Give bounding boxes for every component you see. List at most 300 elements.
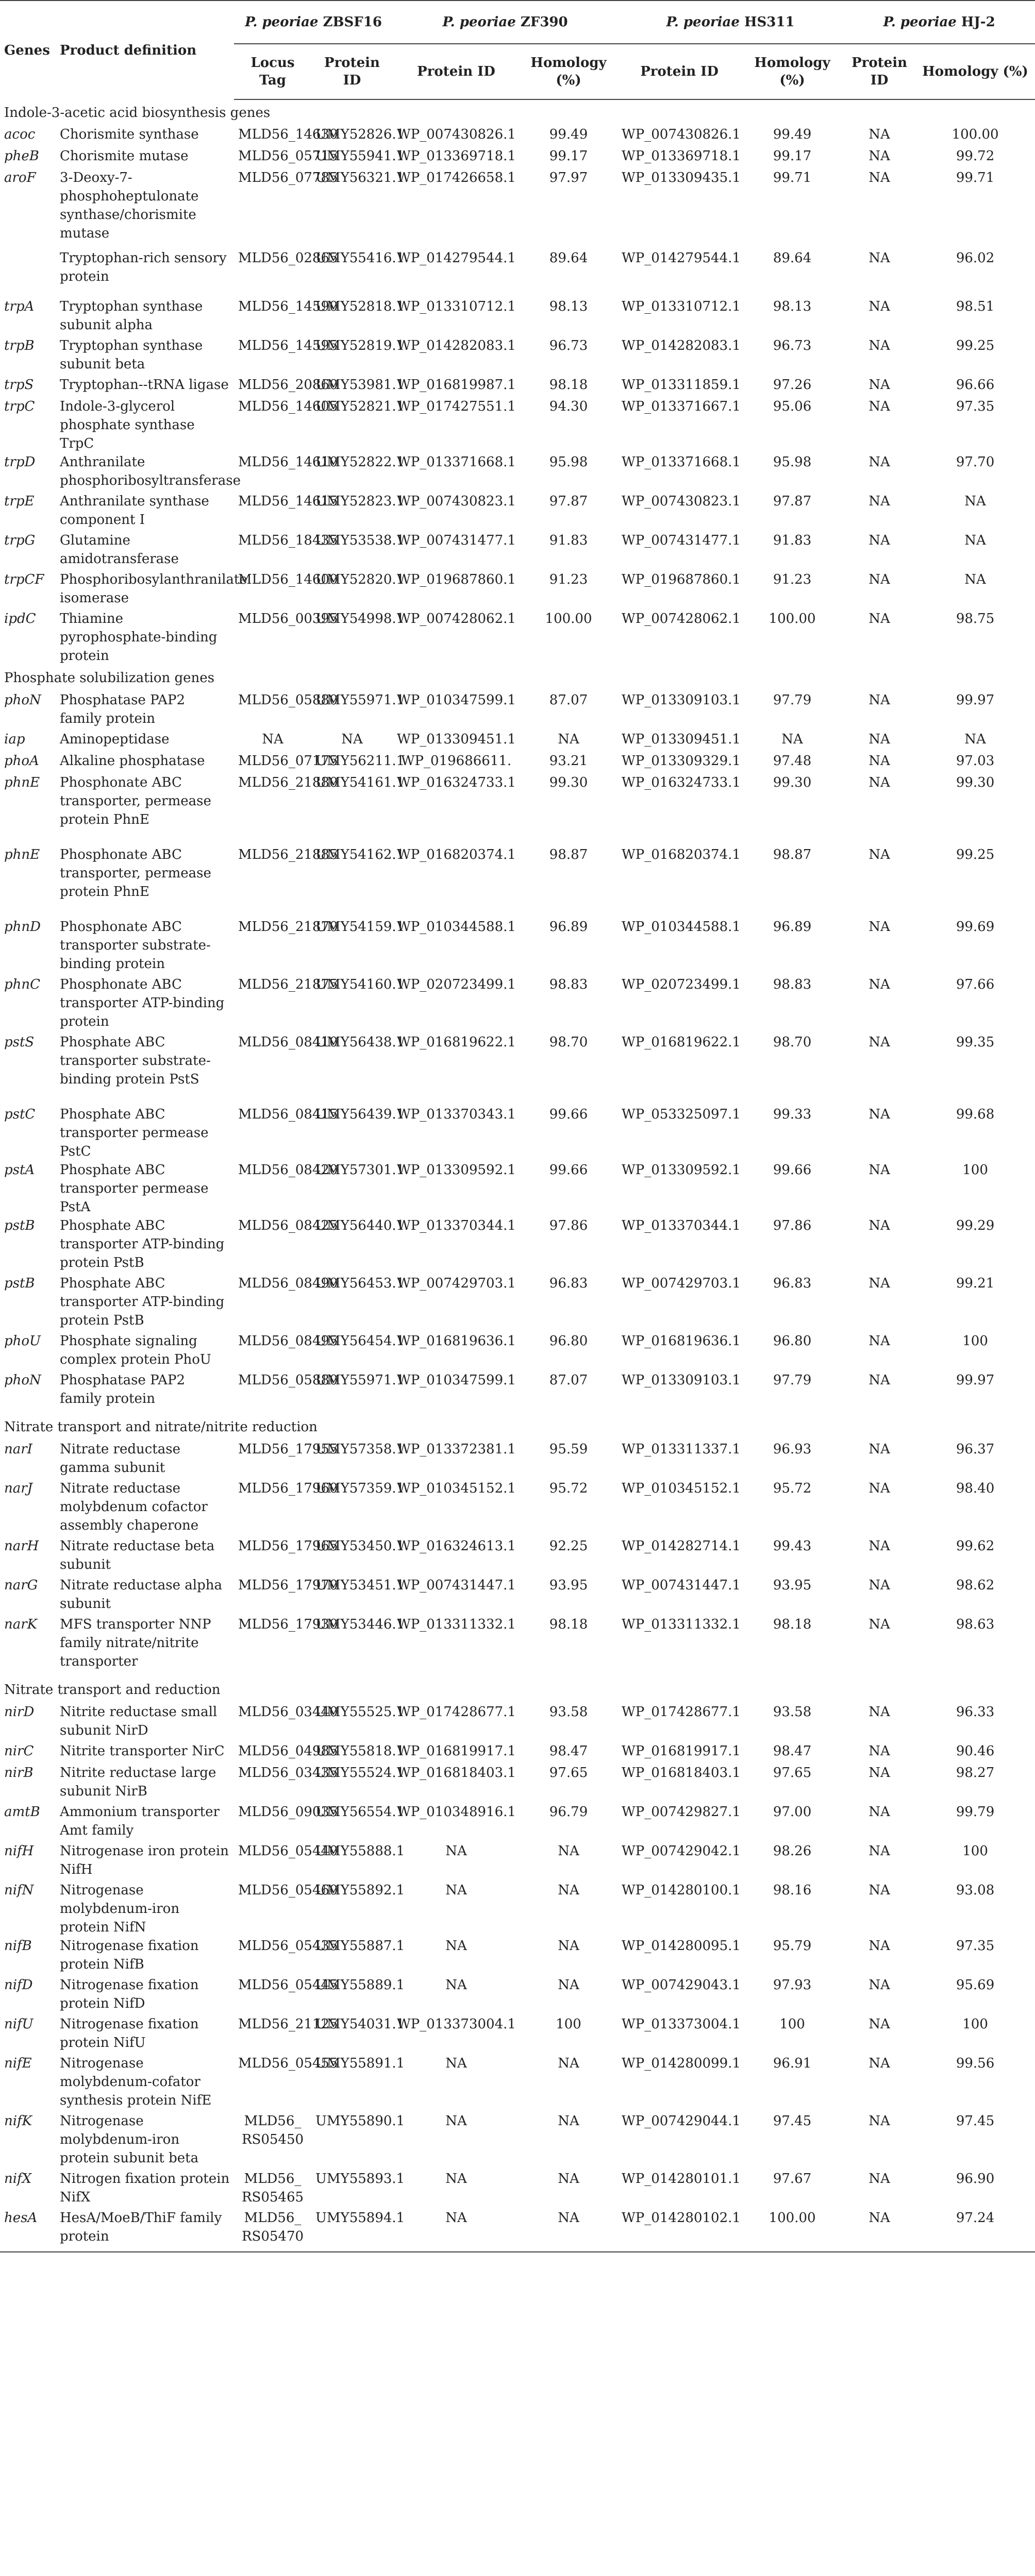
header-strain-zf390: P. peoriae ZF390 bbox=[393, 1, 617, 44]
value-cell: 97.26 bbox=[773, 377, 812, 393]
value-cell: WP_007429043.1 bbox=[622, 1977, 741, 1993]
value-cell: NA bbox=[964, 732, 986, 747]
value-cell: NA bbox=[558, 1977, 579, 1993]
value-cell: 98.51 bbox=[956, 299, 995, 314]
value-cell: MLD56_20860 bbox=[238, 377, 338, 393]
product-cell: Nitrogenase molybdenum-iron protein subunit beta bbox=[60, 2113, 199, 2166]
value-cell: NA bbox=[869, 1372, 890, 1388]
value-cell: NA bbox=[558, 1843, 579, 1859]
value-cell: WP_014282083.1 bbox=[397, 338, 516, 353]
value-cell: UMY53981.1 bbox=[315, 377, 405, 393]
value-cell: WP_053325097.1 bbox=[622, 1107, 741, 1122]
gene-cell: ipdC bbox=[4, 611, 36, 626]
value-cell: 98.47 bbox=[773, 1743, 812, 1759]
value-cell: WP_007428062.1 bbox=[622, 611, 741, 626]
value-cell: 96.89 bbox=[549, 919, 588, 935]
value-cell: MLD56_05880 bbox=[238, 692, 338, 708]
table-row bbox=[0, 125, 1035, 147]
value-cell: MLD56_05445 bbox=[238, 1977, 338, 1993]
value-cell: WP_010344588.1 bbox=[397, 919, 516, 935]
value-cell: MLD56_02865 bbox=[238, 250, 338, 266]
value-cell: 98.16 bbox=[773, 1883, 812, 1898]
header-strain-hs311: P. peoriae HS311 bbox=[617, 1, 843, 44]
product-cell: Nitrogenase iron protein NifH bbox=[60, 1843, 229, 1877]
value-cell: MLD56_05435 bbox=[238, 1938, 338, 1954]
value-cell: WP_016819917.1 bbox=[622, 1743, 741, 1759]
product-cell: Phosphate ABC transporter permease PstA bbox=[60, 1162, 209, 1215]
value-cell: UMY55888.1 bbox=[315, 1843, 405, 1859]
value-cell: 99.30 bbox=[956, 775, 995, 790]
value-cell: MLD56_14610 bbox=[238, 454, 338, 470]
table-row bbox=[0, 2209, 1035, 2252]
gene-cell: phoN bbox=[4, 1372, 41, 1388]
value-cell: 99.43 bbox=[773, 1538, 812, 1554]
table-row bbox=[0, 1332, 1035, 1371]
product-cell: Phosphonate ABC transporter ATP-binding protein bbox=[60, 977, 225, 1029]
value-cell: 98.18 bbox=[549, 377, 588, 393]
value-cell: WP_013311859.1 bbox=[622, 377, 741, 393]
value-cell: 99.66 bbox=[549, 1162, 588, 1178]
value-cell: WP_016820374.1 bbox=[397, 847, 516, 862]
product-cell: Chorismite mutase bbox=[60, 148, 189, 164]
value-cell: 96.89 bbox=[773, 919, 812, 935]
product-cell: Nitrite reductase small subunit NirD bbox=[60, 1704, 218, 1738]
value-cell: WP_013370344.1 bbox=[622, 1218, 741, 1233]
table-row bbox=[0, 1842, 1035, 1881]
value-cell: MLD56_21885 bbox=[238, 847, 338, 862]
value-cell: UMY56440.1 bbox=[315, 1218, 405, 1233]
value-cell: 99.30 bbox=[773, 775, 812, 790]
value-cell: 97.24 bbox=[915, 2209, 1035, 2252]
product-cell: Anthranilate phosphoribosyltransferase bbox=[60, 454, 241, 488]
table-row bbox=[0, 2054, 1035, 2112]
value-cell: MLD56_21875 bbox=[238, 977, 338, 992]
gene-cell: trpCF bbox=[4, 572, 44, 587]
value-cell: MLD56_14630 bbox=[238, 127, 338, 142]
value-cell: WP_013311332.1 bbox=[397, 1617, 516, 1632]
value-cell: WP_013371668.1 bbox=[622, 454, 741, 470]
value-cell: WP_007428062.1 bbox=[397, 611, 516, 626]
value-cell: WP_013370343.1 bbox=[397, 1107, 516, 1122]
value-cell: WP_007430823.1 bbox=[397, 494, 516, 509]
table-row bbox=[0, 336, 1035, 376]
product-cell: Phosphate ABC transporter ATP-binding protein PstB bbox=[60, 1276, 225, 1328]
header-genes: Genes bbox=[0, 1, 56, 99]
value-cell: WP_013370344.1 bbox=[397, 1218, 516, 1233]
value-cell: NA bbox=[869, 2113, 890, 2129]
value-cell: UMY55893.1 bbox=[315, 2171, 405, 2187]
table-body bbox=[0, 99, 1035, 2252]
table-row bbox=[0, 1803, 1035, 1842]
value-cell: MLD56_08410 bbox=[238, 1035, 338, 1050]
value-cell: WP_016819622.1 bbox=[397, 1035, 516, 1050]
value-cell: WP_007429703.1 bbox=[622, 1276, 741, 1291]
value-cell: WP_014280102.1 bbox=[617, 2209, 741, 2252]
value-cell: WP_010347599.1 bbox=[397, 692, 516, 708]
value-cell: 96.73 bbox=[773, 338, 812, 353]
table-row bbox=[0, 845, 1035, 918]
table-row bbox=[0, 1764, 1035, 1803]
header-protein-id: Protein ID bbox=[393, 44, 520, 99]
value-cell: 99.17 bbox=[773, 148, 812, 164]
gene-cell: phoU bbox=[4, 1333, 41, 1349]
value-cell: UMY55416.1 bbox=[315, 250, 405, 266]
value-cell: WP_014280099.1 bbox=[622, 2056, 741, 2071]
value-cell: 95.59 bbox=[549, 1442, 588, 1457]
value-cell: 93.08 bbox=[956, 1883, 995, 1898]
value-cell: NA bbox=[869, 1617, 890, 1632]
value-cell: 91.83 bbox=[549, 533, 588, 548]
value-cell: 97.86 bbox=[549, 1218, 588, 1233]
value-cell: WP_013310712.1 bbox=[397, 299, 516, 314]
value-cell: MLD56_ RS05465 bbox=[241, 2171, 304, 2205]
value-cell: 100 bbox=[962, 1162, 988, 1178]
value-cell: NA bbox=[869, 299, 890, 314]
value-cell: WP_007430823.1 bbox=[622, 494, 741, 509]
product-cell: Glutamine amidotransferase bbox=[60, 533, 179, 567]
section-title: Indole-3-acetic acid biosynthesis genes bbox=[4, 105, 271, 121]
value-cell: 99.97 bbox=[956, 692, 995, 708]
value-cell: 96.02 bbox=[956, 250, 995, 266]
value-cell: NA bbox=[869, 338, 890, 353]
value-cell: WP_016324733.1 bbox=[397, 775, 516, 790]
value-cell: UMY52826.1 bbox=[315, 127, 405, 142]
product-cell: Nitrogenase molybdenum-iron protein NifN bbox=[60, 1883, 180, 1935]
product-cell: Phosphate ABC transporter ATP-binding protein PstB bbox=[60, 1218, 225, 1270]
product-cell: Aminopeptidase bbox=[60, 732, 170, 747]
product-cell: Nitrite reductase large subunit NirB bbox=[60, 1765, 216, 1799]
value-cell: WP_016324733.1 bbox=[622, 775, 741, 790]
value-cell: 100.00 bbox=[545, 611, 592, 626]
value-cell: UMY56453.1 bbox=[315, 1276, 405, 1291]
value-cell: MLD56_05460 bbox=[238, 1883, 338, 1898]
value-cell: MLD56_07175 bbox=[238, 753, 338, 769]
value-cell: 96.83 bbox=[773, 1276, 812, 1291]
table-row bbox=[0, 1576, 1035, 1615]
value-cell: WP_013309435.1 bbox=[622, 170, 741, 185]
header-strain-hj2: P. peoriae HJ-2 bbox=[843, 1, 1035, 44]
section-row bbox=[0, 665, 1035, 691]
value-cell: WP_010347599.1 bbox=[397, 1372, 516, 1388]
value-cell: WP_007429827.1 bbox=[622, 1804, 741, 1820]
value-cell: UMY56438.1 bbox=[315, 1035, 405, 1050]
value-cell: UMY55891.1 bbox=[315, 2056, 405, 2071]
table-row bbox=[0, 773, 1035, 845]
value-cell: MLD56_17960 bbox=[238, 1481, 338, 1496]
value-cell: NA bbox=[869, 1481, 890, 1496]
section-title: Phosphate solubilization genes bbox=[4, 670, 215, 686]
value-cell: 89.64 bbox=[773, 250, 812, 266]
value-cell: MLD56_08415 bbox=[238, 1107, 338, 1122]
value-cell: NA bbox=[869, 1276, 890, 1291]
value-cell: NA bbox=[341, 732, 363, 747]
gene-cell bbox=[0, 249, 56, 297]
value-cell: 95.72 bbox=[773, 1481, 812, 1496]
product-cell: Nitrate reductase molybdenum cofactor assembly chaperone bbox=[60, 1481, 208, 1533]
value-cell: NA bbox=[869, 1977, 890, 1993]
value-cell: NA bbox=[869, 250, 890, 266]
table-row bbox=[0, 609, 1035, 665]
value-cell: UMY55890.1 bbox=[315, 2113, 405, 2129]
table-row bbox=[0, 297, 1035, 336]
product-cell: Nitrogenase fixation protein NifU bbox=[60, 2016, 199, 2050]
value-cell: WP_007431477.1 bbox=[397, 533, 516, 548]
product-cell: MFS transporter NNP family nitrate/nitrite transporter bbox=[60, 1617, 211, 1669]
value-cell: UMY55818.1 bbox=[315, 1743, 405, 1759]
gene-cell: trpC bbox=[4, 399, 35, 414]
table-row bbox=[0, 1742, 1035, 1764]
gene-cell: pstC bbox=[4, 1107, 36, 1122]
section-row bbox=[0, 1677, 1035, 1703]
value-cell: NA bbox=[869, 454, 890, 470]
value-cell: WP_013369718.1 bbox=[397, 148, 516, 164]
value-cell: UMY52820.1 bbox=[315, 572, 405, 587]
value-cell: MLD56_14605 bbox=[238, 399, 338, 414]
value-cell: 97.67 bbox=[773, 2171, 812, 2187]
gene-cell: hesA bbox=[0, 2209, 56, 2252]
table-row bbox=[0, 249, 1035, 297]
value-cell: WP_016819987.1 bbox=[397, 377, 516, 393]
value-cell: WP_013371668.1 bbox=[397, 454, 516, 470]
table-row bbox=[0, 168, 1035, 249]
value-cell: MLD56_14595 bbox=[238, 338, 338, 353]
value-cell: UMY55941.1 bbox=[315, 148, 405, 164]
value-cell: WP_007429042.1 bbox=[622, 1843, 741, 1859]
value-cell: WP_019687860.1 bbox=[622, 572, 741, 587]
value-cell: MLD56_14600 bbox=[238, 572, 338, 587]
value-cell: 100 bbox=[962, 2016, 988, 2032]
value-cell: MLD56_21880 bbox=[238, 775, 338, 790]
value-cell: WP_014279544.1 bbox=[622, 250, 741, 266]
value-cell: 98.13 bbox=[549, 299, 588, 314]
value-cell: NA bbox=[869, 1162, 890, 1178]
table-row bbox=[0, 1371, 1035, 1414]
product-cell: Nitrate reductase alpha subunit bbox=[60, 1578, 222, 1612]
product-cell: Nitrogen fixation protein NifX bbox=[60, 2171, 230, 2205]
value-cell: 96.83 bbox=[549, 1276, 588, 1291]
value-cell: MLD56_09035 bbox=[238, 1804, 338, 1820]
value-cell: WP_013372381.1 bbox=[397, 1442, 516, 1457]
value-cell: UMY52823.1 bbox=[315, 494, 405, 509]
gene-cell: amtB bbox=[4, 1804, 40, 1820]
gene-cell: narH bbox=[4, 1538, 39, 1554]
value-cell: 100.00 bbox=[951, 127, 999, 142]
value-cell: UMY54998.1 bbox=[315, 611, 405, 626]
table-row bbox=[0, 691, 1035, 730]
product-cell: Phosphoribosylanthranilate isomerase bbox=[60, 572, 247, 606]
value-cell: MLD56_08495 bbox=[238, 1333, 338, 1349]
value-cell: NA bbox=[869, 1107, 890, 1122]
product-cell: Phosphonate ABC transporter substrate-binding protein bbox=[60, 919, 211, 972]
value-cell: 97.35 bbox=[956, 399, 995, 414]
value-cell: 97.87 bbox=[773, 494, 812, 509]
gene-cell: nirD bbox=[4, 1704, 35, 1720]
gene-cell: pheB bbox=[4, 148, 39, 164]
gene-cell: nifU bbox=[4, 2016, 34, 2032]
value-cell: 99.97 bbox=[956, 1372, 995, 1388]
gene-cell: nifK bbox=[4, 2113, 32, 2129]
value-cell: NA bbox=[843, 2209, 915, 2252]
value-cell: 99.17 bbox=[549, 148, 588, 164]
table-row bbox=[0, 531, 1035, 570]
gene-cell: acoc bbox=[4, 127, 36, 142]
value-cell: WP_010344588.1 bbox=[622, 919, 741, 935]
value-cell: NA bbox=[445, 1883, 467, 1898]
value-cell: 99.21 bbox=[956, 1276, 995, 1291]
value-cell: NA bbox=[558, 2056, 579, 2071]
value-cell: WP_007431447.1 bbox=[397, 1578, 516, 1593]
value-cell: UMY52819.1 bbox=[315, 338, 405, 353]
value-cell: UMY57358.1 bbox=[315, 1442, 405, 1457]
value-cell: WP_016819917.1 bbox=[397, 1743, 516, 1759]
value-cell: WP_020723499.1 bbox=[397, 977, 516, 992]
value-cell: 100 bbox=[962, 1843, 988, 1859]
value-cell: 99.71 bbox=[773, 170, 812, 185]
value-cell: 99.66 bbox=[549, 1107, 588, 1122]
value-cell: NA bbox=[869, 1704, 890, 1720]
value-cell: WP_013373004.1 bbox=[622, 2016, 741, 2032]
gene-cell: narG bbox=[4, 1578, 38, 1593]
value-cell: NA bbox=[869, 533, 890, 548]
value-cell: 95.72 bbox=[549, 1481, 588, 1496]
product-cell: Nitrite transporter NirC bbox=[60, 1743, 225, 1759]
gene-cell: nifN bbox=[4, 1883, 34, 1898]
value-cell: 96.37 bbox=[956, 1442, 995, 1457]
value-cell: UMY55892.1 bbox=[315, 1883, 405, 1898]
value-cell: NA bbox=[445, 1843, 467, 1859]
value-cell: NA bbox=[558, 1938, 579, 1954]
table-row bbox=[0, 2015, 1035, 2054]
value-cell: MLD56_17955 bbox=[238, 1442, 338, 1457]
value-cell: NA bbox=[869, 572, 890, 587]
value-cell: 99.72 bbox=[956, 148, 995, 164]
value-cell: NA bbox=[869, 1743, 890, 1759]
table-row bbox=[0, 1615, 1035, 1677]
value-cell: MLD56_03440 bbox=[238, 1704, 338, 1720]
value-cell: 99.71 bbox=[956, 170, 995, 185]
value-cell: NA bbox=[869, 494, 890, 509]
value-cell: WP_010348916.1 bbox=[397, 1804, 516, 1820]
value-cell: UMY56211.1 bbox=[315, 753, 405, 769]
value-cell: 99.66 bbox=[773, 1162, 812, 1178]
value-cell: WP_013309329.1 bbox=[622, 753, 741, 769]
product-cell: Tryptophan synthase subunit beta bbox=[60, 338, 203, 372]
value-cell: 87.07 bbox=[549, 692, 588, 708]
value-cell: 98.70 bbox=[773, 1035, 812, 1050]
value-cell: NA bbox=[869, 919, 890, 935]
value-cell: NA bbox=[869, 732, 890, 747]
value-cell: UMY55971.1 bbox=[315, 1372, 405, 1388]
value-cell: WP_017426658.1 bbox=[397, 170, 516, 185]
value-cell: 96.93 bbox=[773, 1442, 812, 1457]
section-title: Nitrate transport and nitrate/nitrite reduction bbox=[4, 1419, 318, 1435]
value-cell: 95.98 bbox=[549, 454, 588, 470]
value-cell: UMY52821.1 bbox=[315, 399, 405, 414]
value-cell: WP_007431477.1 bbox=[622, 533, 741, 548]
value-cell: NA bbox=[869, 692, 890, 708]
gene-cell: trpB bbox=[4, 338, 35, 353]
header-homology: Homology (%) bbox=[520, 44, 617, 99]
product-cell: Nitrate reductase beta subunit bbox=[60, 1538, 215, 1572]
product-cell: Thiamine pyrophosphate-binding protein bbox=[60, 611, 218, 664]
value-cell: MLD56_05715 bbox=[238, 148, 338, 164]
gene-cell: nifD bbox=[4, 1977, 33, 1993]
value-cell: NA bbox=[869, 399, 890, 414]
value-cell: WP_016818403.1 bbox=[397, 1765, 516, 1781]
value-cell: NA bbox=[869, 2171, 890, 2187]
product-cell: Nitrate reductase gamma subunit bbox=[60, 1442, 180, 1476]
value-cell: 96.73 bbox=[549, 338, 588, 353]
gene-cell: aroF bbox=[4, 170, 36, 185]
table-row bbox=[0, 1161, 1035, 1216]
gene-cell: narJ bbox=[4, 1481, 33, 1496]
value-cell: 100.00 bbox=[769, 611, 816, 626]
value-cell: NA bbox=[869, 2016, 890, 2032]
value-cell: 96.90 bbox=[956, 2171, 995, 2187]
value-cell: 97.79 bbox=[773, 692, 812, 708]
value-cell: UMY54031.1 bbox=[315, 2016, 405, 2032]
value-cell: NA bbox=[869, 1218, 890, 1233]
gene-cell: phoN bbox=[4, 692, 41, 708]
gene-cell: nirC bbox=[4, 1743, 34, 1759]
value-cell: NA bbox=[869, 127, 890, 142]
value-cell: NA bbox=[445, 1938, 467, 1954]
value-cell: 97.70 bbox=[956, 454, 995, 470]
value-cell: NA bbox=[869, 170, 890, 185]
value-cell: WP_014280101.1 bbox=[622, 2171, 741, 2187]
value-cell: 98.87 bbox=[773, 847, 812, 862]
value-cell: MLD56_00395 bbox=[238, 611, 338, 626]
value-cell: NA bbox=[869, 1883, 890, 1898]
value-cell: 99.79 bbox=[956, 1804, 995, 1820]
value-cell: NA bbox=[445, 2171, 467, 2187]
value-cell: UMY57301.1 bbox=[315, 1162, 405, 1178]
value-cell: WP_017427551.1 bbox=[397, 399, 516, 414]
value-cell: 98.63 bbox=[956, 1617, 995, 1632]
gene-cell: phnD bbox=[4, 919, 41, 935]
table-row bbox=[0, 397, 1035, 453]
value-cell: MLD56_14590 bbox=[238, 299, 338, 314]
value-cell: 100 bbox=[556, 2016, 581, 2032]
value-cell: WP_013311337.1 bbox=[622, 1442, 741, 1457]
gene-cell: phnE bbox=[4, 847, 40, 862]
product-cell: Tryptophan synthase subunit alpha bbox=[60, 299, 203, 333]
value-cell: 95.79 bbox=[773, 1938, 812, 1954]
value-cell: WP_013309103.1 bbox=[622, 1372, 741, 1388]
value-cell: WP_014279544.1 bbox=[397, 250, 516, 266]
header-product: Product definition bbox=[56, 1, 234, 99]
table-row bbox=[0, 492, 1035, 531]
value-cell: WP_016819636.1 bbox=[397, 1333, 516, 1349]
value-cell: NA bbox=[869, 611, 890, 626]
value-cell: MLD56_21870 bbox=[238, 919, 338, 935]
value-cell: 97.35 bbox=[956, 1938, 995, 1954]
value-cell: 99.68 bbox=[956, 1107, 995, 1122]
value-cell: NA bbox=[869, 2056, 890, 2071]
product-cell: Nitrogenase fixation protein NifB bbox=[60, 1938, 199, 1972]
value-cell: NA bbox=[869, 753, 890, 769]
value-cell: NA bbox=[869, 1578, 890, 1593]
product-cell: Phosphate ABC transporter substrate-binding protein PstS bbox=[60, 1035, 211, 1087]
table-row bbox=[0, 570, 1035, 609]
value-cell: UMY55894.1 bbox=[311, 2209, 393, 2252]
value-cell: NA bbox=[869, 1333, 890, 1349]
gene-cell: nifH bbox=[4, 1843, 34, 1859]
value-cell: 91.23 bbox=[549, 572, 588, 587]
product-cell: Anthranilate synthase component I bbox=[60, 494, 209, 528]
value-cell: 96.66 bbox=[956, 377, 995, 393]
value-cell: 99.62 bbox=[956, 1538, 995, 1554]
